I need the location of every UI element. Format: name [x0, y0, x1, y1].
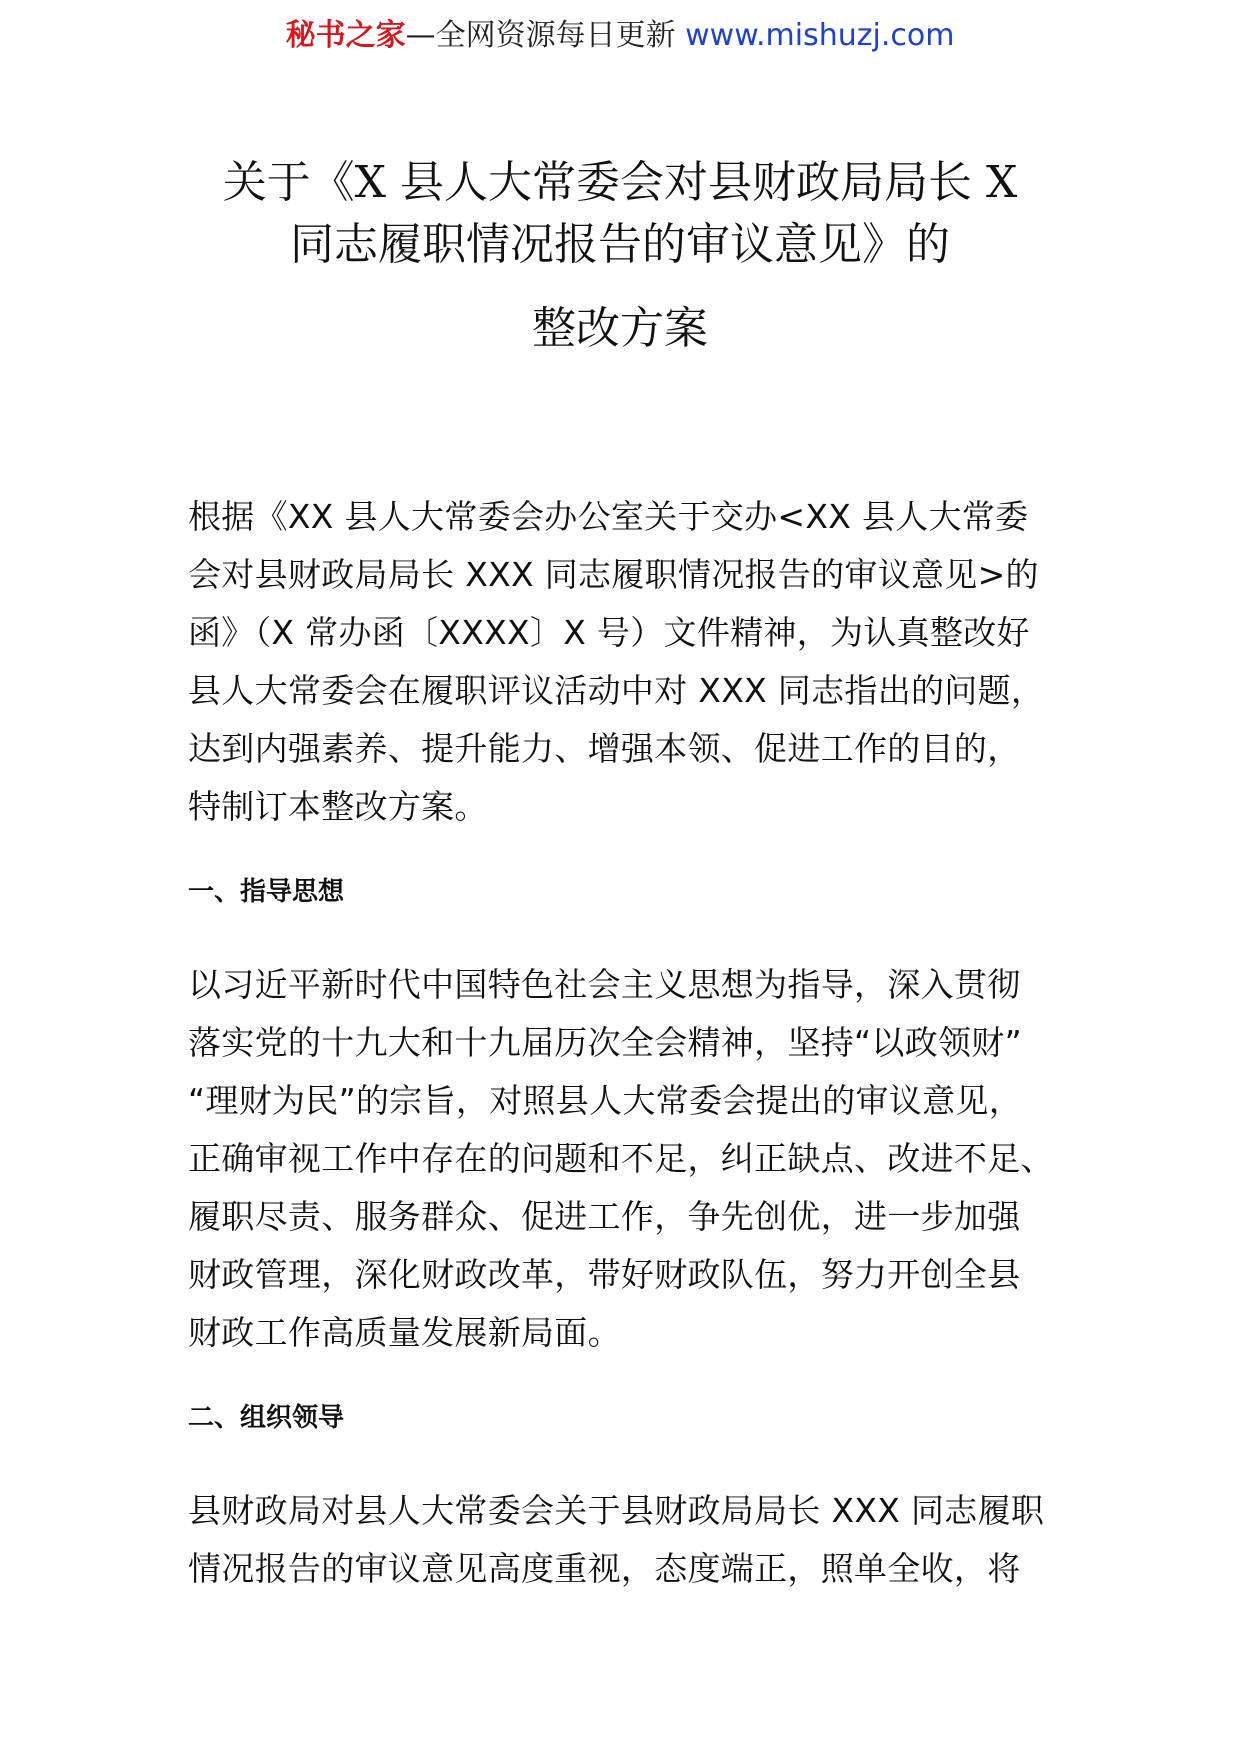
- paragraph-line: 履职尽责、服务群众、促进工作，争先创优，进一步加强: [188, 1197, 1021, 1236]
- spacer: [188, 912, 1050, 956]
- paragraph-line: 县人大常委会在履职评议活动中对 XXX 同志指出的问题，: [188, 671, 1045, 710]
- paragraph-line: 以习近平新时代中国特色社会主义思想为指导，深入贯彻: [188, 965, 1021, 1004]
- paragraph-line: 函》（X 常办函〔XXXX〕X 号）文件精神，为认真整改好: [188, 613, 1030, 652]
- guiding-ideology-paragraph: [188, 956, 1054, 1362]
- paragraph-line: 财政工作高质量发展新局面。: [188, 1313, 621, 1352]
- paragraph-line: 财政管理，深化财政改革，带好财政队伍，努力开创全县: [188, 1255, 1021, 1294]
- site-header-banner: [0, 16, 1240, 56]
- title-line-1: 关于《X 县人大常委会对县财政局局长 X: [222, 157, 1018, 208]
- site-url-link[interactable]: www.mishuzj.com: [685, 18, 955, 53]
- spacer: [188, 1438, 1050, 1482]
- paragraph-line: 特制订本整改方案。: [188, 787, 488, 826]
- intro-paragraph: [188, 488, 1050, 836]
- paragraph-line: 会对县财政局局长 XXX 同志履职情况报告的审议意见>的: [188, 555, 1039, 594]
- paragraph-line: 正确审视工作中存在的问题和不足，纠正缺点、改进不足、: [188, 1139, 1054, 1178]
- section-heading-organization: 二、组织领导: [188, 1403, 345, 1433]
- organization-paragraph: [188, 1482, 1050, 1598]
- paragraph-line: 情况报告的审议意见高度重视，态度端正，照单全收，将: [188, 1549, 1021, 1588]
- spacer: [188, 1362, 1050, 1398]
- paragraph-line: 县财政局对县人大常委会关于县财政局局长 XXX 同志履职: [188, 1491, 1045, 1530]
- paragraph-line: 根据《XX 县人大常委会办公室关于交办<XX 县人大常委: [188, 497, 1029, 536]
- brand-name: 秘书之家: [285, 18, 406, 53]
- paragraph-line: 落实党的十九大和十九届历次全会精神，坚持“以政领财”: [188, 1023, 1022, 1062]
- document-body: [188, 488, 1054, 1598]
- header-tagline: —全网资源每日更新: [405, 18, 676, 53]
- spacer: [188, 836, 1050, 872]
- paragraph-line: “理财为民”的宗旨，对照县人大常委会提出的审议意见，: [188, 1081, 1022, 1120]
- document-title: [150, 152, 1090, 360]
- section-heading-guiding-ideology: 一、指导思想: [188, 877, 345, 907]
- title-line-2: 同志履职情况报告的审议意见》的: [290, 219, 950, 270]
- title-line-3: 整改方案: [532, 303, 708, 354]
- paragraph-line: 达到内强素养、提升能力、增强本领、促进工作的目的，: [188, 729, 1021, 768]
